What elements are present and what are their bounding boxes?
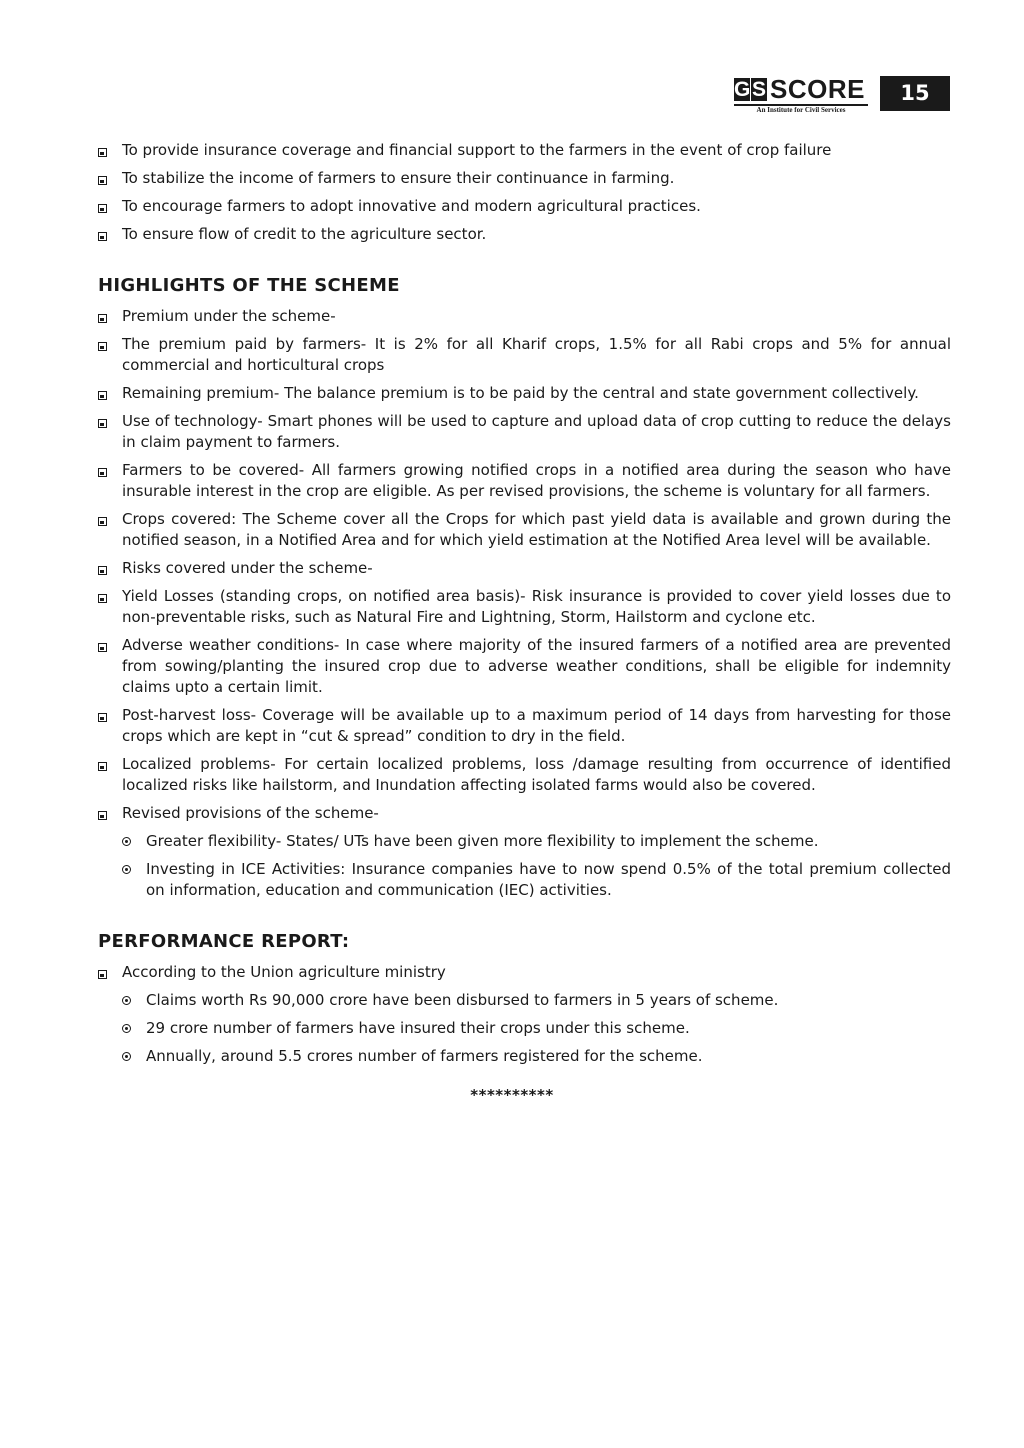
circle-bullet-icon <box>122 865 131 874</box>
square-bullet-icon <box>98 468 107 477</box>
logo-letter-s: S <box>751 78 766 101</box>
list-item: To ensure flow of credit to the agriculture sector. <box>98 224 951 245</box>
list-item: Post-harvest loss- Coverage will be available up to a maximum period of 14 days from harvesting for those crops which are kept in “cut & spread” condition to dry in the field. <box>98 705 951 747</box>
list-item: Yield Losses (standing crops, on notified area basis)- Risk insurance is provided to cover yield losses due to non-preventable risks, such as Natural Fire and Lightning, Storm, Hailstorm and cyclone etc. <box>98 586 951 628</box>
logo-tagline: An Institute for Civil Services <box>756 106 846 114</box>
page-content <box>98 140 951 1074</box>
square-bullet-icon <box>98 594 107 603</box>
performance-sublist <box>122 990 951 1067</box>
list-item: Use of technology- Smart phones will be used to capture and upload data of crop cutting to reduce the delays in claim payment to farmers. <box>98 411 951 453</box>
list-item: Remaining premium- The balance premium is to be paid by the central and state government collectively. <box>98 383 951 404</box>
square-bullet-icon <box>98 232 107 241</box>
square-bullet-icon <box>98 419 107 428</box>
sub-list-item: Claims worth Rs 90,000 crore have been disbursed to farmers in 5 years of scheme. <box>122 990 951 1011</box>
page-number: 15 <box>880 76 950 111</box>
list-item: Revised provisions of the scheme- Greater flexibility- States/ UTs have been given more flexibility to implement the scheme. Investing in ICE Activities: Insurance companies have to now spend 0.5% of the total premium collected on information, education and communication (IEC) activities. <box>98 803 951 901</box>
square-bullet-icon <box>98 517 107 526</box>
square-bullet-icon <box>98 391 107 400</box>
list-item: To provide insurance coverage and financial support to the farmers in the event of crop failure <box>98 140 951 161</box>
objectives-list <box>98 140 951 245</box>
logo-word: SCORE <box>770 74 865 104</box>
square-bullet-icon <box>98 970 107 979</box>
square-bullet-icon <box>98 643 107 652</box>
circle-bullet-icon <box>122 1024 131 1033</box>
list-item: Localized problems- For certain localized problems, loss /damage resulting from occurrence of identified localized risks like hailstorm, and Inundation affecting isolated farms would also be covered. <box>98 754 951 796</box>
page-header <box>734 76 950 112</box>
sub-list-item: Annually, around 5.5 crores number of farmers registered for the scheme. <box>122 1046 951 1067</box>
revised-provisions-sublist <box>122 831 951 901</box>
section-spacer <box>98 908 951 930</box>
list-item: To stabilize the income of farmers to ensure their continuance in farming. <box>98 168 951 189</box>
square-bullet-icon <box>98 148 107 157</box>
list-item: According to the Union agriculture ministry Claims worth Rs 90,000 crore have been disbursed to farmers in 5 years of scheme. 29 crore number of farmers have insured their crops under this scheme. Annually, around 5.5 crores number of farmers registered for the scheme. <box>98 962 951 1067</box>
highlights-heading: HIGHLIGHTS OF THE SCHEME <box>98 275 400 296</box>
end-marker: ********** <box>470 1086 554 1104</box>
list-item: Premium under the scheme- <box>98 306 951 327</box>
performance-list <box>98 962 951 1067</box>
gs-score-logo <box>734 76 870 114</box>
logo-mark <box>734 76 870 103</box>
performance-heading: PERFORMANCE REPORT: <box>98 931 350 952</box>
list-item: Risks covered under the scheme- <box>98 558 951 579</box>
list-item: The premium paid by farmers- It is 2% for all Kharif crops, 1.5% for all Rabi crops and 5% for annual commercial and horticultural crops <box>98 334 951 376</box>
square-bullet-icon <box>98 176 107 185</box>
list-item: To encourage farmers to adopt innovative and modern agricultural practices. <box>98 196 951 217</box>
section-spacer <box>98 252 951 274</box>
square-bullet-icon <box>98 713 107 722</box>
list-item: Adverse weather conditions- In case where majority of the insured farmers of a notified area are prevented from sowing/planting the insured crop due to adverse weather conditions, shall be eligible for indemnity claims upto a certain limit. <box>98 635 951 698</box>
list-item: Farmers to be covered- All farmers growing notified crops in a notified area during the season who have insurable interest in the crop are eligible. As per revised provisions, the scheme is voluntary for all farmers. <box>98 460 951 502</box>
logo-letter-g: G <box>734 78 751 101</box>
sub-list-item: Investing in ICE Activities: Insurance companies have to now spend 0.5% of the total premium collected on information, education and communication (IEC) activities. <box>122 859 951 901</box>
list-item: Crops covered: The Scheme cover all the Crops for which past yield data is available and grown during the notified season, in a Notified Area and for which yield estimation at the Notified Area level will be available. <box>98 509 951 551</box>
circle-bullet-icon <box>122 1052 131 1061</box>
square-bullet-icon <box>98 566 107 575</box>
sub-list-item: Greater flexibility- States/ UTs have been given more flexibility to implement the scheme. <box>122 831 951 852</box>
highlights-list <box>98 306 951 901</box>
circle-bullet-icon <box>122 996 131 1005</box>
square-bullet-icon <box>98 811 107 820</box>
sub-list-item: 29 crore number of farmers have insured their crops under this scheme. <box>122 1018 951 1039</box>
square-bullet-icon <box>98 762 107 771</box>
circle-bullet-icon <box>122 837 131 846</box>
square-bullet-icon <box>98 342 107 351</box>
square-bullet-icon <box>98 314 107 323</box>
square-bullet-icon <box>98 204 107 213</box>
